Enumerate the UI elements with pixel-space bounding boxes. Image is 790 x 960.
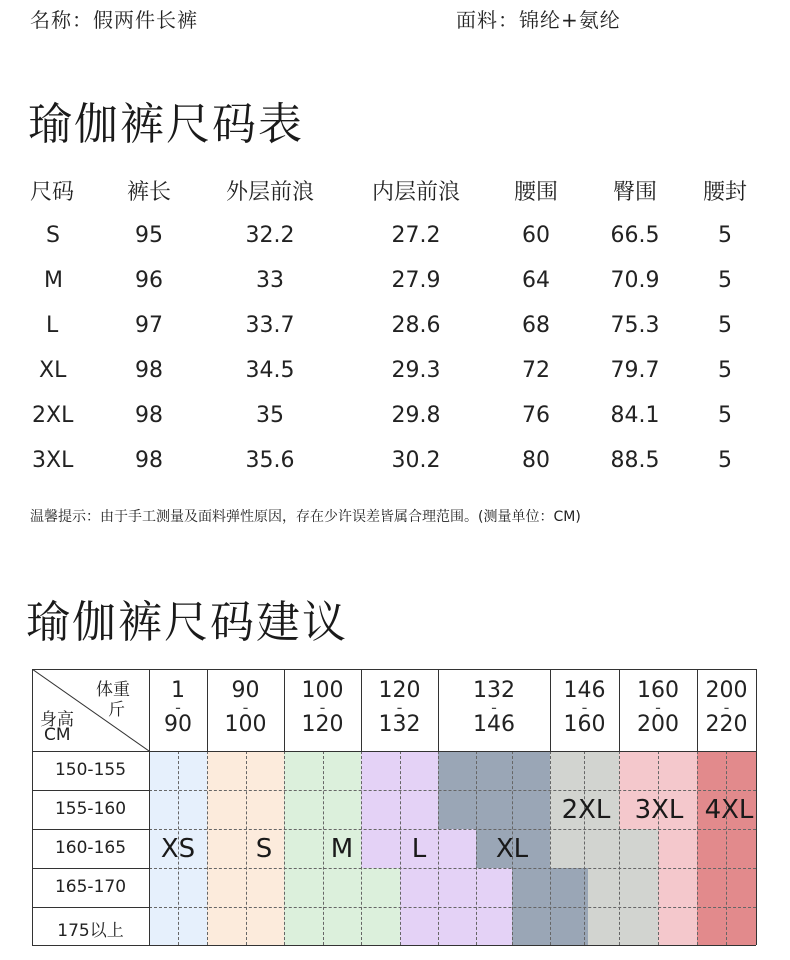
size-label-2xl: 2XL	[561, 795, 611, 825]
header-size: 尺码	[30, 180, 75, 205]
corner-height-label: 身高	[40, 710, 74, 730]
grid-dash-h	[149, 868, 756, 869]
cell-hip: 70.9	[610, 268, 660, 293]
cell-outer-rise: 35.6	[245, 448, 295, 473]
weight-range-7	[619, 678, 697, 737]
header-hip: 臀围	[612, 180, 657, 205]
weight-from: 160	[637, 678, 679, 703]
cell-inner-rise: 29.3	[391, 358, 441, 383]
grid-line-row	[32, 907, 149, 908]
grid-dash-v	[697, 751, 698, 945]
cell-length: 97	[135, 313, 163, 338]
grid-dash-v	[658, 751, 659, 945]
product-fabric-value: 锦纶+氨纶	[519, 8, 621, 32]
cell-waist: 80	[522, 448, 550, 473]
weight-to: 220	[705, 712, 748, 737]
weight-to: 200	[637, 712, 679, 737]
height-range-1: 150-155	[54, 760, 127, 780]
height-range-5: 175以上	[57, 921, 124, 941]
cell-outer-rise: 32.2	[245, 223, 295, 248]
size-label-3xl: 3XL	[634, 795, 684, 825]
product-name-label: 名称：	[30, 8, 93, 32]
header-waistband: 腰封	[702, 180, 747, 205]
height-range-3: 160-165	[54, 838, 127, 858]
table-row	[30, 303, 770, 348]
weight-to: 146	[473, 712, 515, 737]
cell-waistband: 5	[718, 223, 732, 248]
grid-dash-h	[149, 829, 756, 830]
product-fabric-label: 面料：	[456, 8, 519, 32]
weight-range-1	[149, 678, 207, 737]
cell-hip: 84.1	[610, 403, 660, 428]
cell-size: 2XL	[32, 403, 74, 428]
cell-waist: 64	[522, 268, 550, 293]
cell-inner-rise: 27.2	[391, 223, 441, 248]
weight-from: 146	[563, 678, 606, 703]
cell-inner-rise: 30.2	[391, 448, 441, 473]
weight-dash: -	[175, 698, 181, 717]
cell-outer-rise: 35	[256, 403, 284, 428]
cell-waist: 68	[522, 313, 550, 338]
cell-inner-rise: 29.8	[391, 403, 441, 428]
weight-from: 132	[473, 678, 515, 703]
header-inner-rise: 内层前浪	[371, 180, 460, 205]
cell-size: XL	[39, 358, 67, 383]
size-label-xs: XS	[160, 834, 196, 864]
cell-outer-rise: 33	[256, 268, 284, 293]
cell-outer-rise: 34.5	[245, 358, 295, 383]
header-waist: 腰围	[513, 180, 558, 205]
weight-to: 132	[378, 712, 421, 737]
height-range-4: 165-170	[54, 877, 127, 897]
size-recommendation-grid	[32, 669, 756, 945]
grid-line-row	[32, 790, 149, 791]
table-row	[30, 438, 770, 483]
weight-range-8	[697, 678, 756, 737]
grid-line-bottom	[32, 945, 756, 946]
cell-length: 98	[135, 448, 163, 473]
corner-weight-unit: 斤	[108, 700, 125, 720]
table-row	[30, 393, 770, 438]
weight-dash: -	[723, 698, 730, 717]
size-label-m: M	[330, 834, 354, 864]
cell-waist: 76	[522, 403, 550, 428]
table-row	[30, 258, 770, 303]
weight-to: 100	[224, 712, 267, 737]
grid-dash-v	[584, 751, 585, 945]
size-block-2xl	[550, 829, 658, 868]
cell-waist: 72	[522, 358, 550, 383]
size-chart-header-row	[30, 168, 770, 213]
recommendation-title: 瑜伽裤尺码建议	[26, 597, 348, 648]
weight-range-4	[361, 678, 438, 737]
weight-from: 90	[231, 678, 260, 703]
cell-waistband: 5	[718, 313, 732, 338]
weight-from: 100	[301, 678, 344, 703]
cell-inner-rise: 28.6	[391, 313, 441, 338]
weight-dash: -	[319, 698, 326, 717]
cell-hip: 79.7	[610, 358, 660, 383]
weight-dash: -	[655, 698, 661, 717]
cell-length: 98	[135, 403, 163, 428]
grid-line-header	[32, 751, 756, 752]
weight-to: 90	[164, 712, 192, 737]
weight-from: 120	[378, 678, 421, 703]
weight-to: 120	[301, 712, 344, 737]
size-label-l: L	[411, 834, 427, 864]
grid-line-row	[32, 868, 149, 869]
grid-dash-h	[149, 907, 756, 908]
weight-range-6	[550, 678, 619, 737]
grid-line-row	[32, 829, 149, 830]
size-label-s: S	[255, 834, 273, 864]
measurement-note: 温馨提示：由于手工测量及面料弹性原因，存在少许误差皆属合理范围。(测量单位：CM)	[30, 509, 581, 525]
cell-waistband: 5	[718, 268, 732, 293]
table-row	[30, 348, 770, 393]
cell-inner-rise: 27.9	[391, 268, 441, 293]
cell-waist: 60	[522, 223, 550, 248]
cell-hip: 75.3	[610, 313, 660, 338]
size-chart-table	[30, 168, 770, 483]
grid-dash-v	[726, 751, 727, 945]
cell-size: M	[44, 268, 63, 293]
table-row	[30, 213, 770, 258]
cell-outer-rise: 33.7	[245, 313, 295, 338]
cell-length: 95	[135, 223, 163, 248]
cell-size: L	[46, 313, 59, 338]
size-label-4xl: 4XL	[704, 795, 754, 825]
weight-dash: -	[242, 698, 249, 717]
weight-dash: -	[581, 698, 588, 717]
weight-range-2	[207, 678, 284, 737]
weight-from: 1	[171, 678, 185, 703]
cell-hip: 88.5	[610, 448, 660, 473]
cell-waistband: 5	[718, 403, 732, 428]
weight-range-5	[438, 678, 550, 737]
header-outer-rise: 外层前浪	[225, 180, 314, 205]
size-block-3xl	[658, 829, 697, 945]
cell-size: S	[46, 223, 60, 248]
corner-height-unit: CM	[44, 725, 71, 745]
cell-hip: 66.5	[610, 223, 660, 248]
size-label-xl: XL	[495, 834, 529, 864]
grid-dash-h	[149, 790, 756, 791]
corner-weight-label: 体重	[96, 680, 130, 700]
weight-dash: -	[396, 698, 403, 717]
grid-dash-v	[619, 751, 620, 945]
cell-size: 3XL	[32, 448, 74, 473]
product-name	[30, 4, 198, 33]
weight-to: 160	[563, 712, 606, 737]
cell-length: 96	[135, 268, 163, 293]
cell-waistband: 5	[718, 448, 732, 473]
cell-waistband: 5	[718, 358, 732, 383]
size-chart-title: 瑜伽裤尺码表	[28, 99, 304, 150]
cell-length: 98	[135, 358, 163, 383]
header-length: 裤长	[126, 180, 171, 205]
product-name-value: 假两件长裤	[93, 8, 198, 32]
weight-from: 200	[705, 678, 748, 703]
weight-range-3	[284, 678, 361, 737]
weight-dash: -	[491, 698, 497, 717]
product-fabric	[456, 4, 621, 33]
height-range-2: 155-160	[54, 799, 127, 819]
